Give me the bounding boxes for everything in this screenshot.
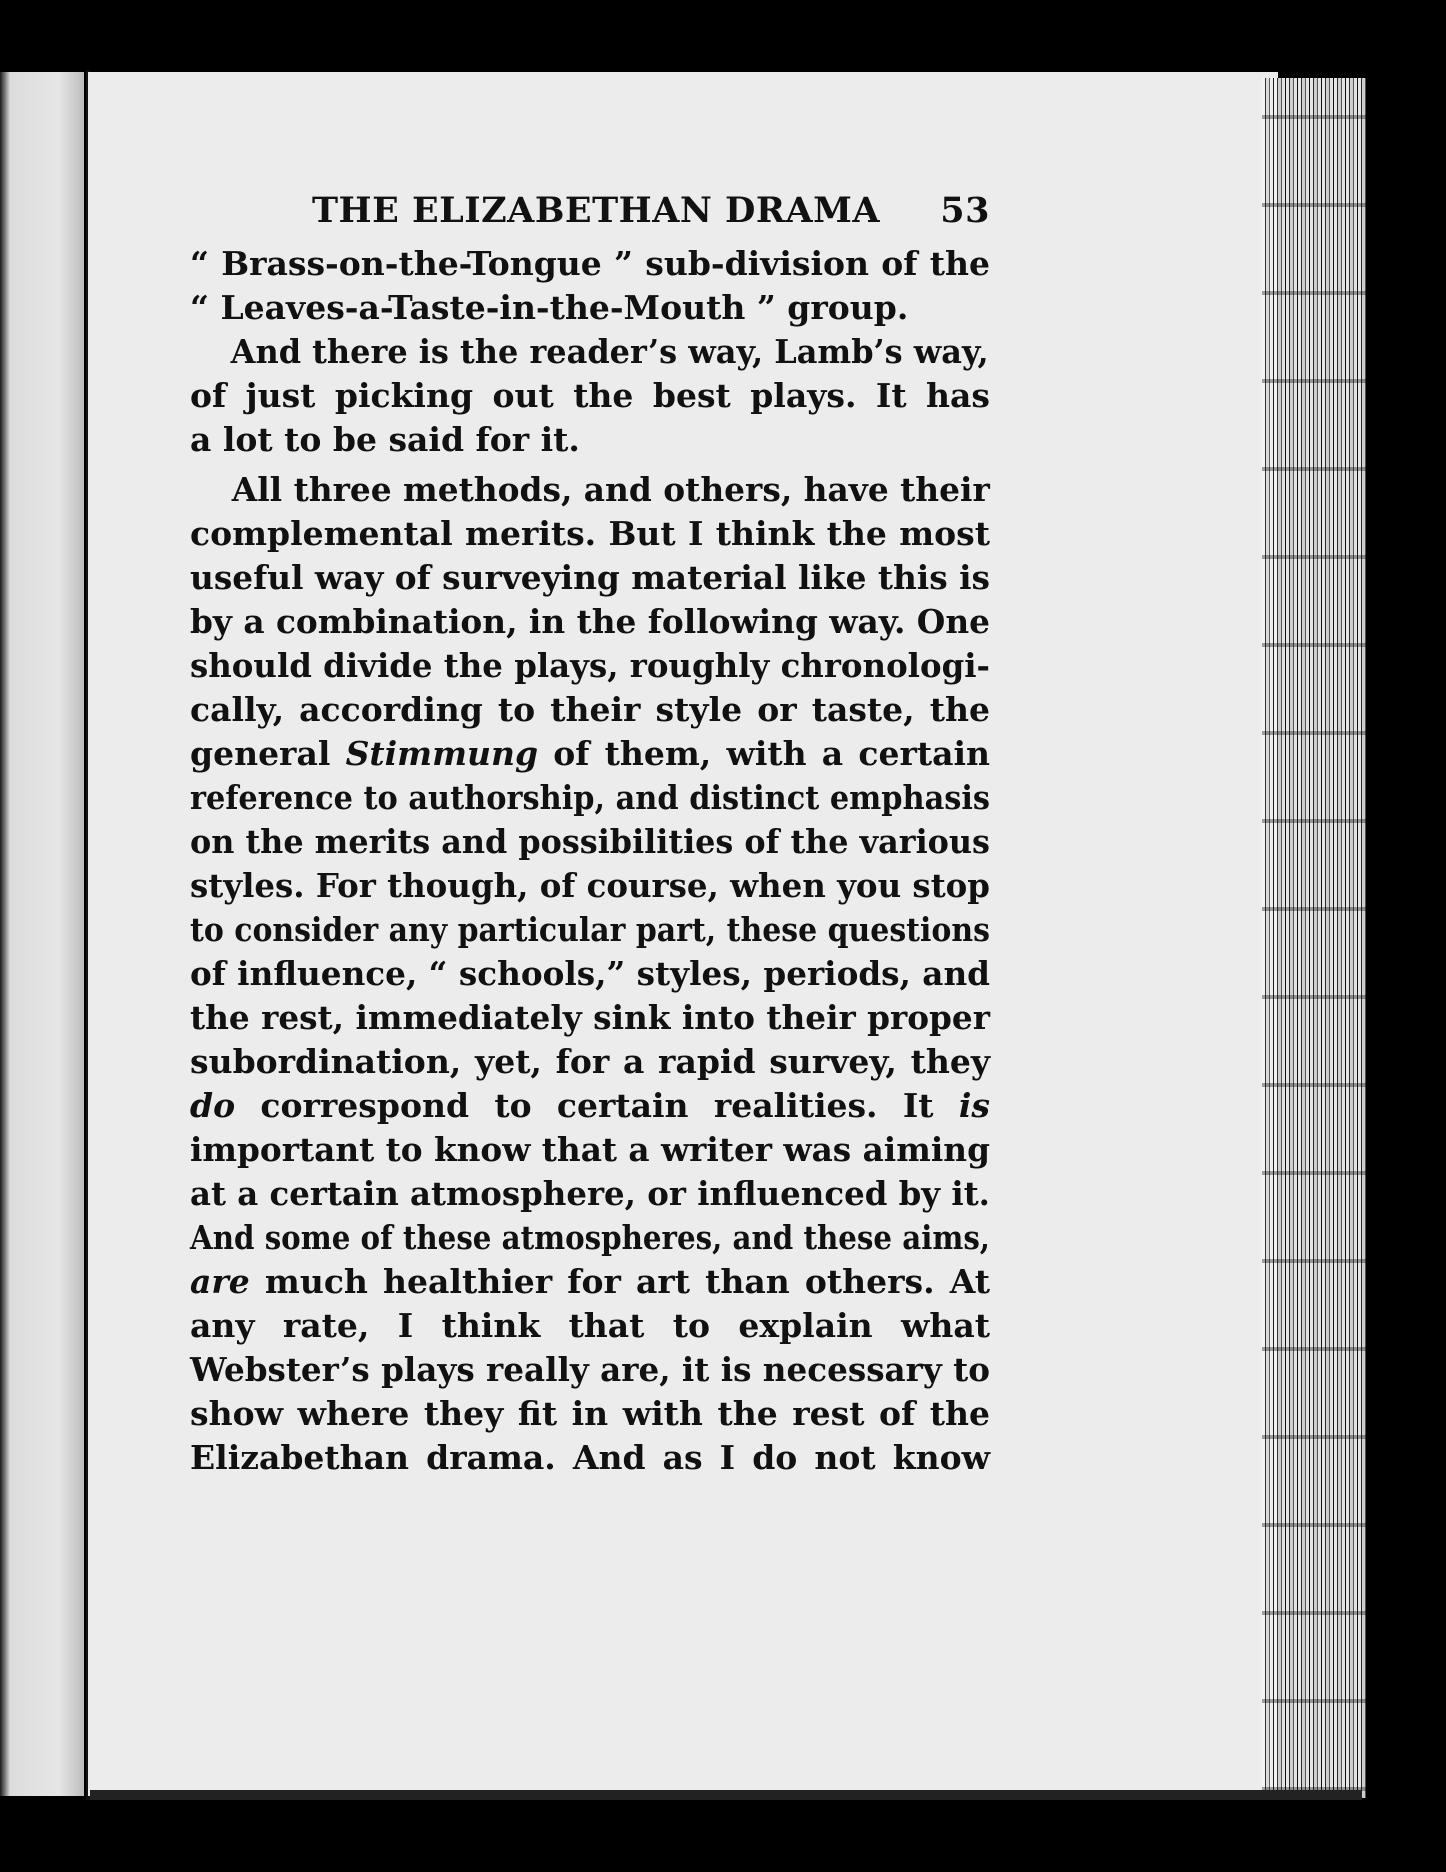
left-gutter xyxy=(0,72,84,1796)
italic-word: Stimmung xyxy=(345,734,539,773)
text-line: important to know that a writer was aiming xyxy=(190,1130,990,1169)
text-segment: of them, with a certain xyxy=(553,734,990,773)
text-line: complemental merits. But I think the most xyxy=(190,514,990,553)
text-line: show where they fit in with the rest of the xyxy=(190,1394,990,1433)
text-line: of just picking out the best plays. It has xyxy=(190,376,990,415)
text-line: should divide the plays, roughly chronologi- xyxy=(190,646,991,685)
text-line: at a certain atmosphere, or influenced by it. xyxy=(190,1174,990,1213)
paragraph-start: All three methods, and others, have their xyxy=(231,470,990,509)
text-segment: general xyxy=(190,734,331,773)
text-line: Webster’s plays really are, it is necessary to xyxy=(190,1350,990,1389)
text-line: to consider any particular part, these questions xyxy=(190,910,990,949)
text-segment: correspond to certain realities. It xyxy=(260,1086,934,1125)
running-title: THE ELIZABETHAN DRAMA xyxy=(312,190,881,231)
text-line-mixed xyxy=(190,732,990,776)
text-line: And some of these atmospheres, and these aims, xyxy=(190,1218,991,1257)
paragraph-start: And there is the reader’s way, Lamb’s way, xyxy=(230,332,989,371)
bottom-edge xyxy=(90,1790,1362,1800)
text-line: “ Leaves-a-Taste-in-the-Mouth ” group. xyxy=(190,288,909,327)
text-line: the rest, immediately sink into their proper xyxy=(190,998,990,1037)
text-line: any rate, I think that to explain what xyxy=(190,1306,990,1345)
text-line: styles. For though, of course, when you stop xyxy=(190,866,990,905)
text-line: Elizabethan drama. And as I do not know xyxy=(190,1438,990,1477)
text-line: cally, according to their style or taste, the xyxy=(190,690,990,729)
text-line: reference to authorship, and distinct emphasis xyxy=(190,778,991,817)
text-line-mixed xyxy=(190,1260,990,1304)
text-line: a lot to be said for it. xyxy=(190,420,580,459)
fore-edge-shading xyxy=(1262,78,1366,1798)
text-line: of influence, “ schools,” styles, periods, and xyxy=(190,954,991,993)
page-number: 53 xyxy=(940,190,990,231)
text-block xyxy=(190,190,990,1480)
text-line: subordination, yet, for a rapid survey, they xyxy=(190,1042,990,1081)
text-line: on the merits and possibilities of the various xyxy=(190,822,990,861)
text-line: useful way of surveying material like this is xyxy=(190,558,991,597)
running-head xyxy=(312,190,990,234)
italic-word: do xyxy=(190,1086,236,1125)
text-line: “ Brass-on-the-Tongue ” sub-division of the xyxy=(190,244,990,283)
text-segment: much healthier for art than others. At xyxy=(264,1262,990,1301)
italic-word: is xyxy=(958,1086,990,1125)
italic-word: are xyxy=(190,1262,250,1301)
text-line-mixed xyxy=(190,1084,990,1128)
text-line: by a combination, in the following way. One xyxy=(190,602,990,641)
